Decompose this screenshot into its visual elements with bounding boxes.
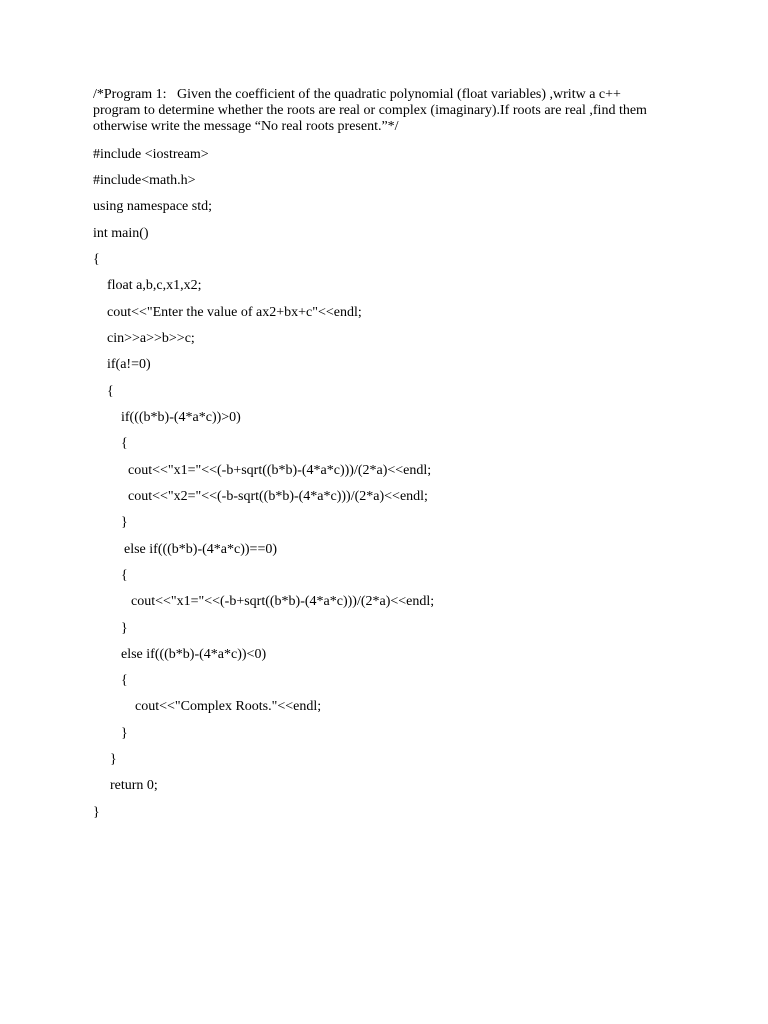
code-line: { <box>121 436 128 451</box>
description-line: otherwise write the message “No real roots present.”*/ <box>93 119 399 134</box>
code-line: } <box>121 621 128 636</box>
code-line: { <box>107 384 114 399</box>
code-line: else if(((b*b)-(4*a*c))==0) <box>124 542 277 557</box>
code-line: { <box>121 568 128 583</box>
code-line: } <box>93 805 100 820</box>
code-line: else if(((b*b)-(4*a*c))<0) <box>121 647 267 662</box>
description-line: /*Program 1: Given the coefficient of the quadratic polynomial (float variables) ,writw a c++ <box>93 87 621 102</box>
program-description <box>93 87 693 135</box>
code-line: int main() <box>93 226 149 241</box>
code-line: cin>>a>>b>>c; <box>107 331 195 346</box>
code-line: #include <iostream> <box>93 147 209 162</box>
code-line: cout<<"x1="<<(-b+sqrt((b*b)-(4*a*c)))/(2*a)<<endl; <box>128 463 432 478</box>
code-line: cout<<"x1="<<(-b+sqrt((b*b)-(4*a*c)))/(2*a)<<endl; <box>131 594 435 609</box>
code-line: { <box>121 673 128 688</box>
code-line: cout<<"Enter the value of ax2+bx+c"<<endl; <box>107 305 362 320</box>
code-line: if(((b*b)-(4*a*c))>0) <box>121 410 241 425</box>
code-line: if(a!=0) <box>107 357 151 372</box>
code-line: cout<<"Complex Roots."<<endl; <box>135 699 322 714</box>
code-line: { <box>93 252 100 267</box>
code-line: using namespace std; <box>93 199 212 214</box>
code-line: #include<math.h> <box>93 173 196 188</box>
code-line: } <box>110 752 117 767</box>
code-line: cout<<"x2="<<(-b-sqrt((b*b)-(4*a*c)))/(2*a)<<endl; <box>128 489 428 504</box>
code-line: return 0; <box>110 778 158 793</box>
code-line: float a,b,c,x1,x2; <box>107 278 202 293</box>
code-line: } <box>121 726 128 741</box>
description-line: program to determine whether the roots are real or complex (imaginary).If roots are real ,find them <box>93 103 647 118</box>
code-line: } <box>121 515 128 530</box>
